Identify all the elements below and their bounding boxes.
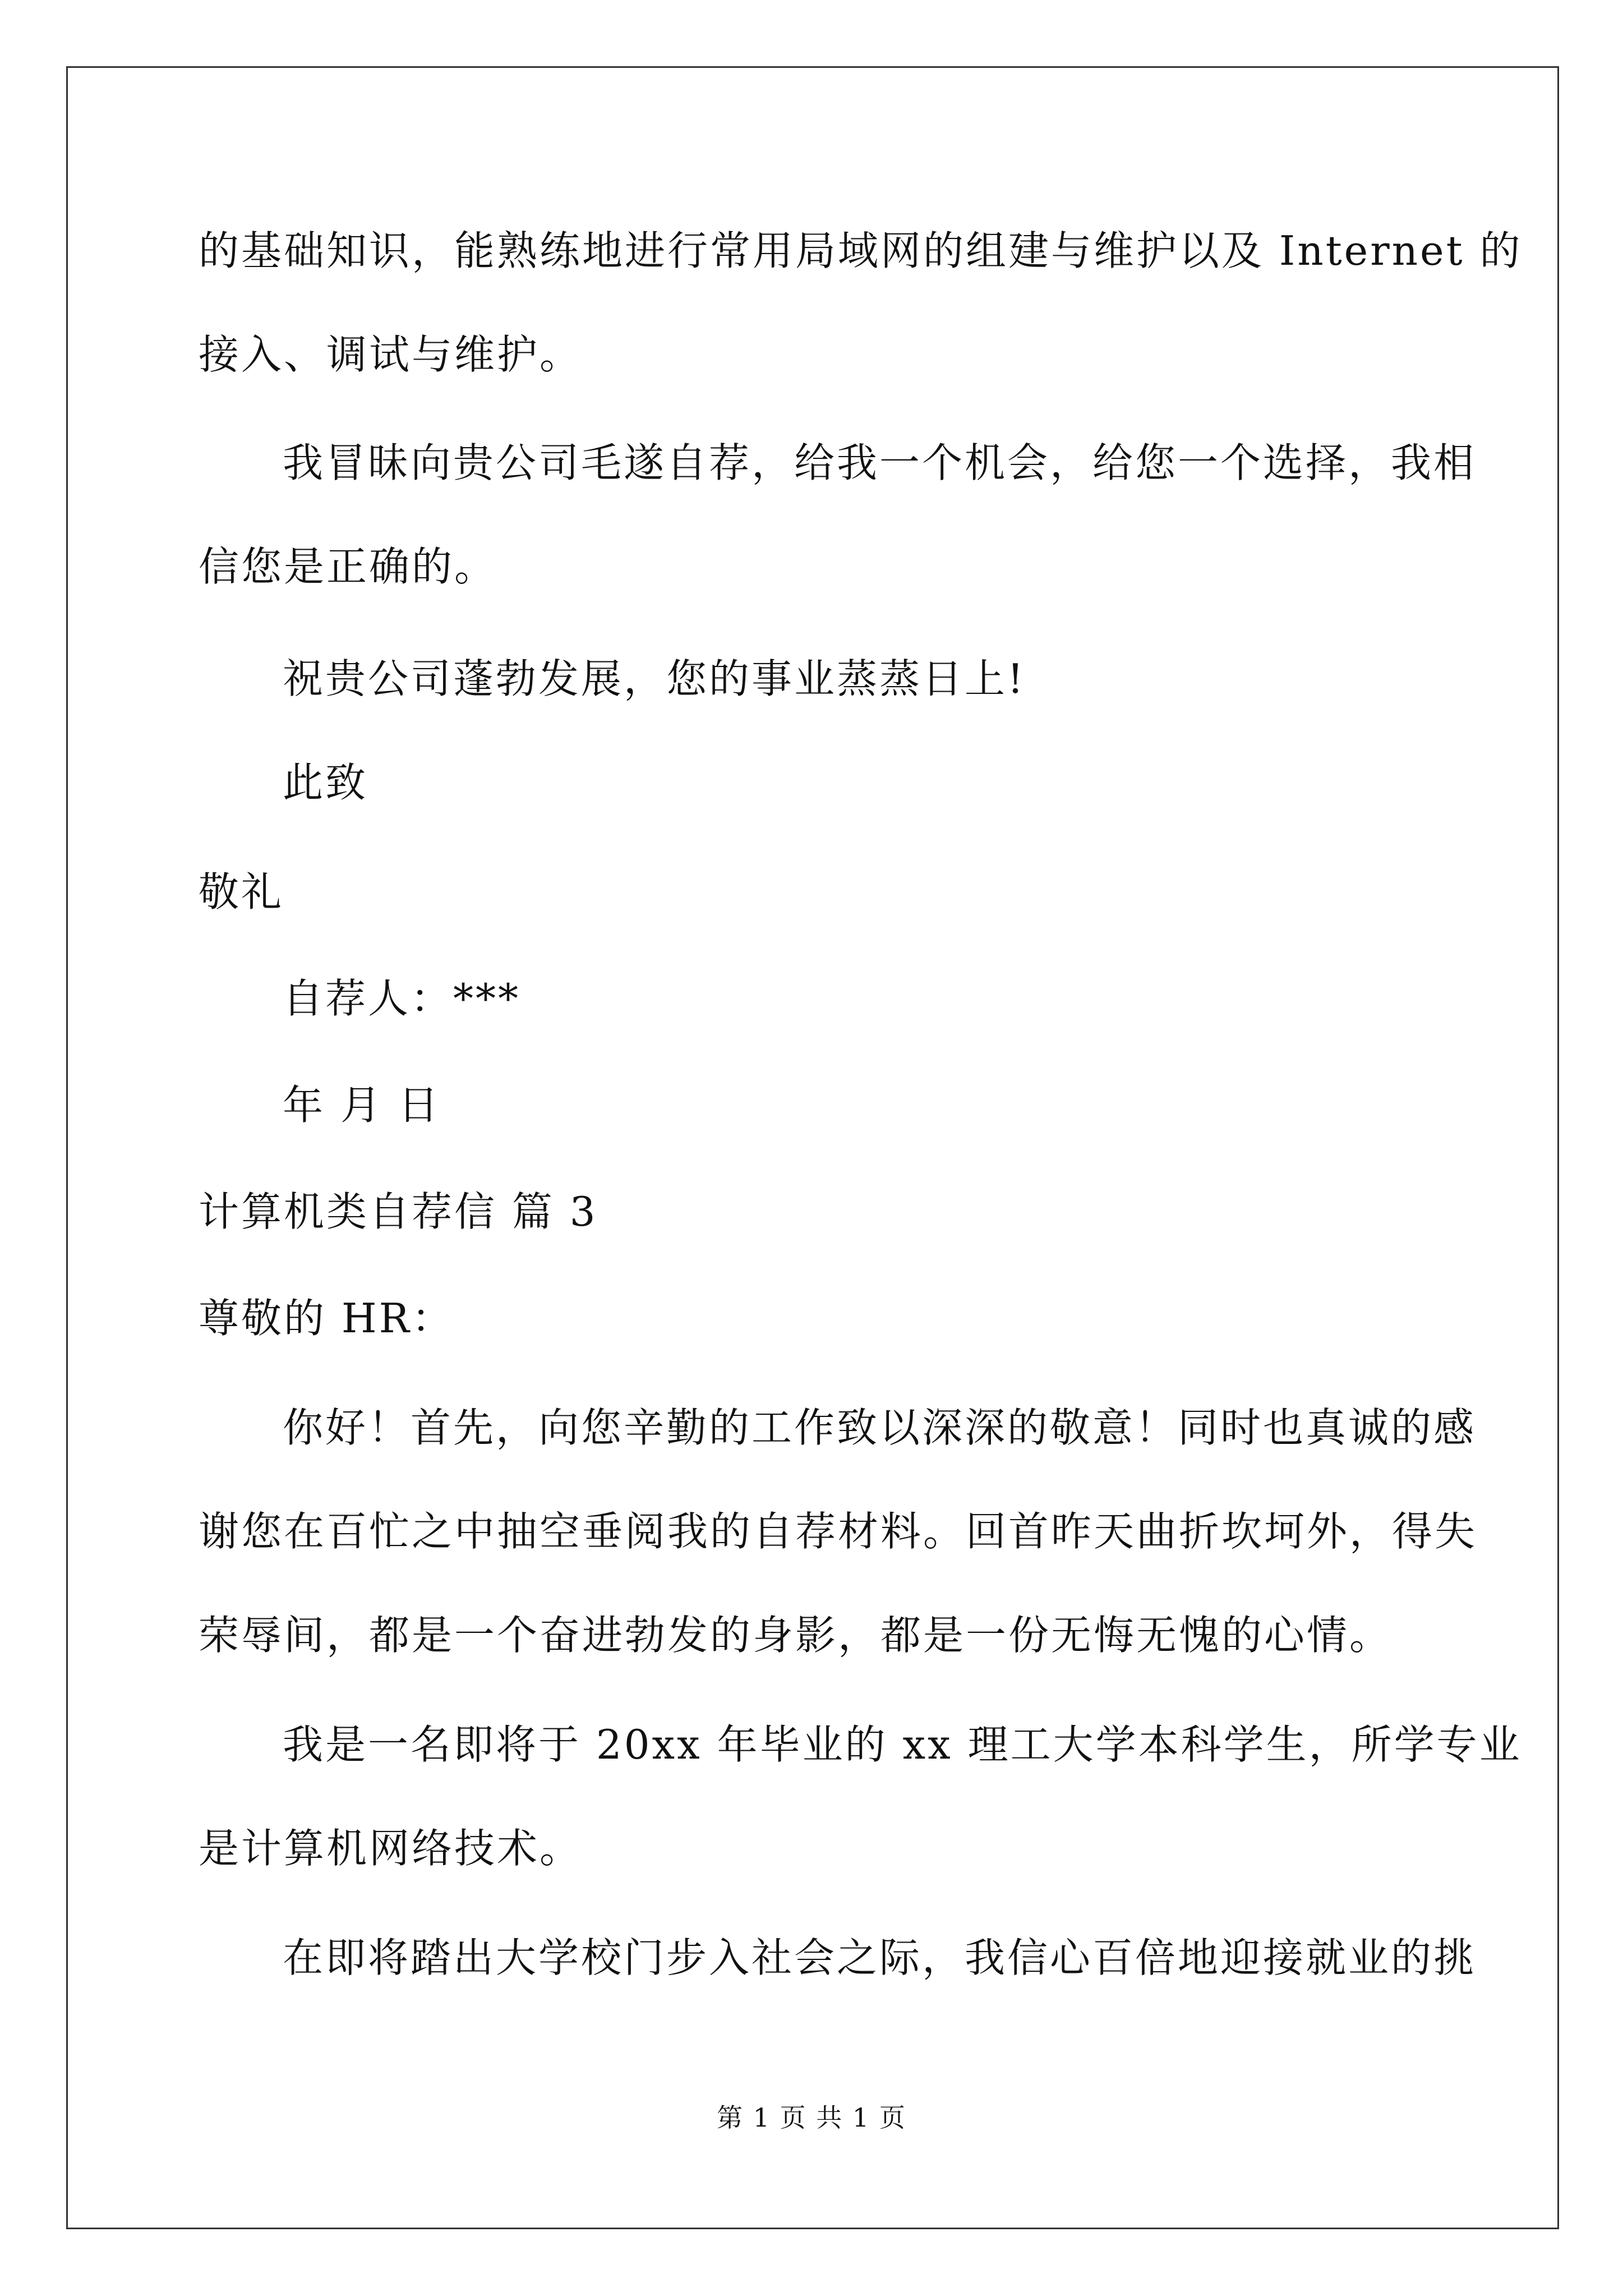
closing-phrase: 此致 [283, 759, 368, 806]
date-line: 年 月 日 [283, 1082, 441, 1129]
body-line-1: 的基础知识，能熟练地进行常用局域网的组建与维护以及 Internet 的 [199, 227, 1523, 274]
body-line-3: 我冒昧向贵公司毛遂自荐，给我一个机会，给您一个选择，我相 [283, 439, 1477, 486]
signature-line: 自荐人：*** [283, 975, 521, 1022]
body-line-9: 我是一名即将于 20xx 年毕业的 xx 理工大学本科学生，所学专业 [283, 1721, 1522, 1768]
body-line-11: 在即将踏出大学校门步入社会之际，我信心百倍地迎接就业的挑 [283, 1934, 1477, 1981]
body-line-6: 你好！首先，向您辛勤的工作致以深深的敬意！同时也真诚的感 [283, 1404, 1477, 1451]
page-footer: 第 1 页 共 1 页 [717, 2102, 906, 2133]
salutation-regards: 敬礼 [199, 868, 284, 915]
body-line-10: 是计算机网络技术。 [199, 1825, 583, 1872]
page-border [66, 66, 1559, 2229]
section-heading: 计算机类自荐信 篇 3 [199, 1188, 598, 1235]
body-line-5: 祝贵公司蓬勃发展，您的事业蒸蒸日上! [283, 655, 1026, 702]
greeting: 尊敬的 HR： [199, 1295, 454, 1342]
body-line-4: 信您是正确的。 [199, 543, 497, 590]
body-line-2: 接入、调试与维护。 [199, 331, 583, 378]
body-line-7: 谢您在百忙之中抽空垂阅我的自荐材料。回首昨天曲折坎坷外，得失 [199, 1508, 1478, 1555]
body-line-8: 荣辱间，都是一个奋进勃发的身影，都是一份无悔无愧的心情。 [199, 1612, 1393, 1659]
